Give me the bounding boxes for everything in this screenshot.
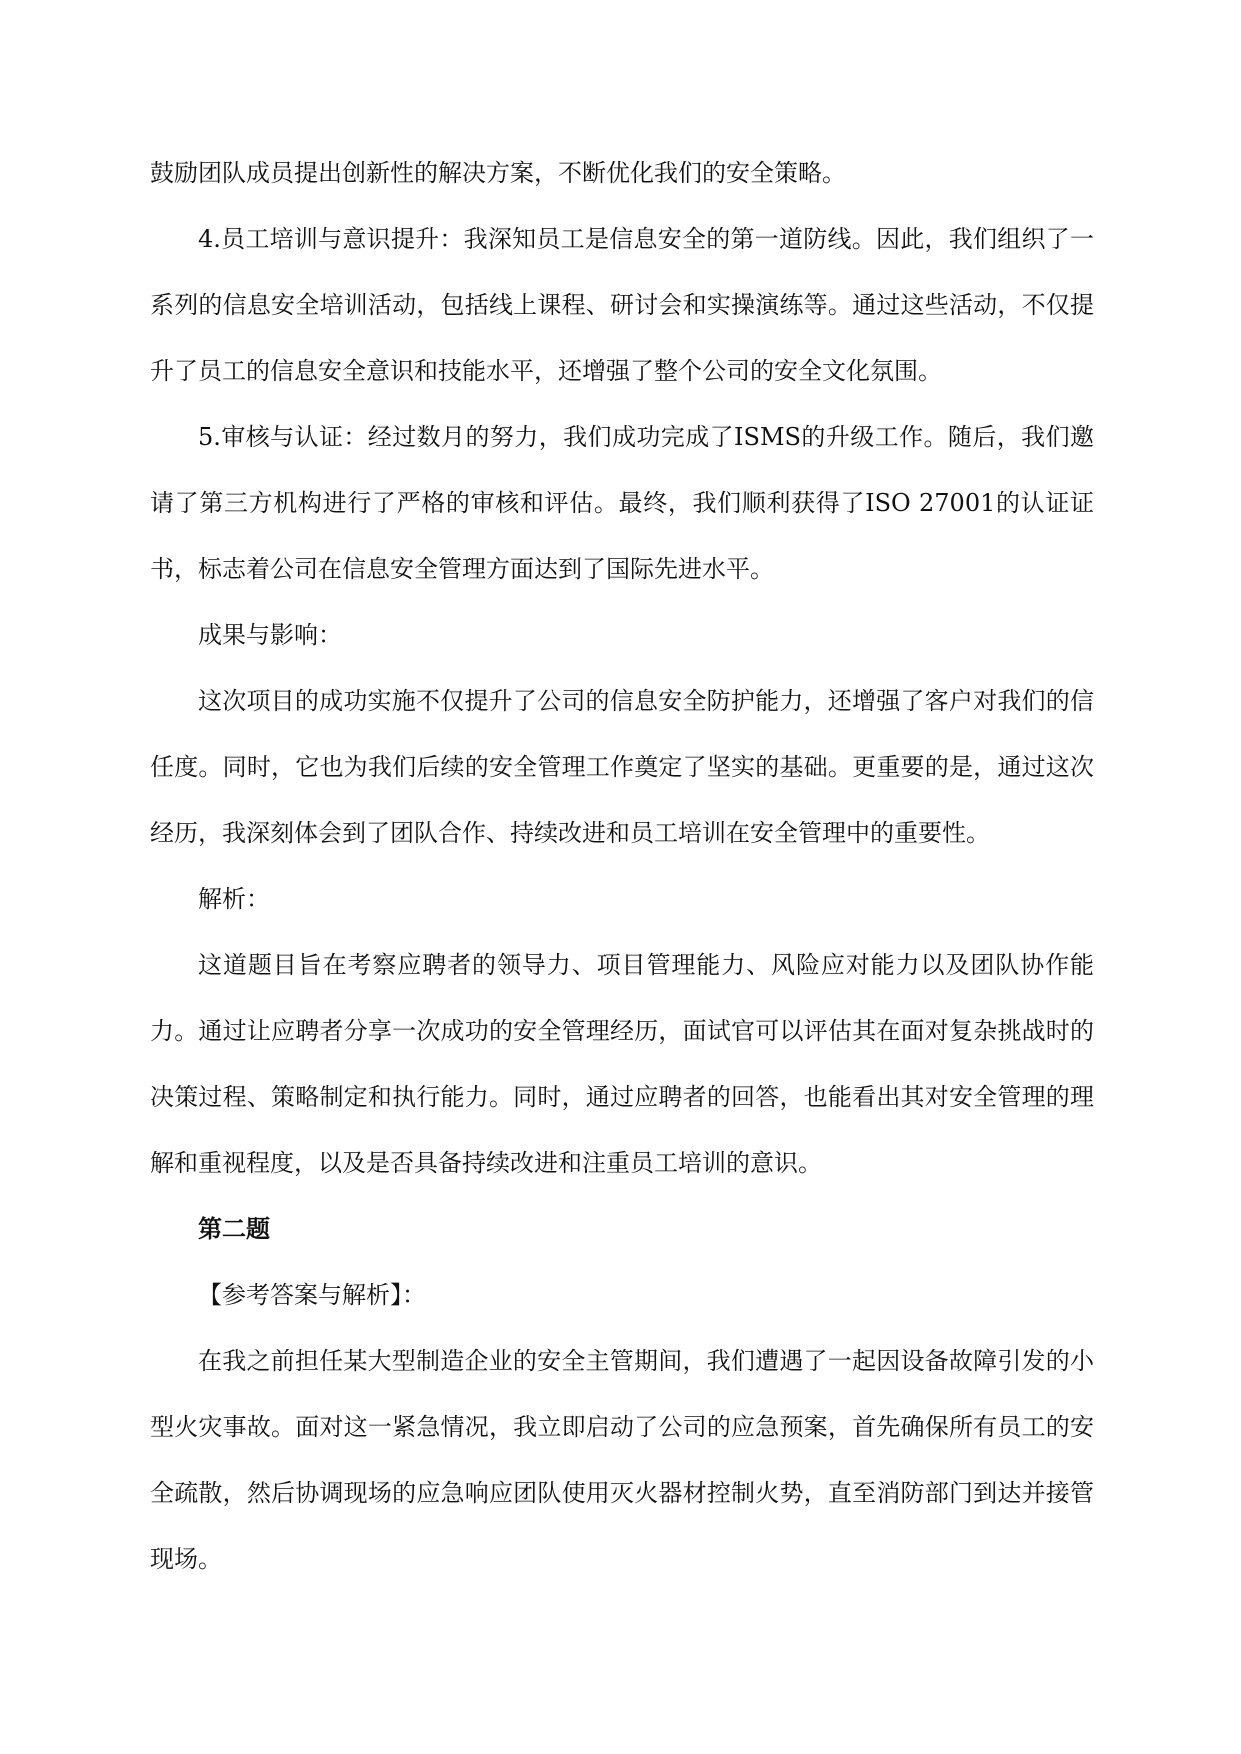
paragraph-results-impact: 这次项目的成功实施不仅提升了公司的信息安全防护能力，还增强了客户对我们的信任度。同时，它也为我们后续的安全管理工作奠定了坚实的基础。更重要的是，通过这次经历，我深刻体会到了团队合作、持续改进和员工培训在安全管理中的重要性。	[150, 687, 1094, 847]
paragraph-continuation: 鼓励团队成员提出创新性的解决方案，不断优化我们的安全策略。	[150, 159, 846, 187]
paragraph-employee-training: 4.员工培训与意识提升：我深知员工是信息安全的第一道防线。因此，我们组织了一系列的信息安全培训活动，包括线上课程、研讨会和实操演练等。通过这些活动，不仅提升了员工的信息安全意识和技能水平，还增强了整个公司的安全文化氛围。	[150, 225, 1094, 385]
section-title: 第二题	[198, 1214, 270, 1243]
label-results-impact: 成果与影响：	[198, 621, 342, 649]
paragraph-answer: 在我之前担任某大型制造企业的安全主管期间，我们遭遇了一起因设备故障引发的小型火灾事故。面对这一紧急情况，我立即启动了公司的应急预案，首先确保所有员工的安全疏散，然后协调现场的应急响应团队使用灭火器材控制火势，直至消防部门到达并接管现场。	[150, 1347, 1094, 1573]
label-analysis: 解析：	[198, 885, 270, 913]
paragraph-audit-certification: 5.审核与认证：经过数月的努力，我们成功完成了ISMS的升级工作。随后，我们邀请了第三方机构进行了严格的审核和评估。最终，我们顺利获得了ISO 27001的认证证书，标志着公司在信息安全管理方面达到了国际先进水平。	[150, 423, 1094, 583]
document-page	[150, 140, 1094, 1592]
answer-label: 【参考答案与解析】：	[198, 1281, 426, 1309]
paragraph-analysis: 这道题目旨在考察应聘者的领导力、项目管理能力、风险应对能力以及团队协作能力。通过让应聘者分享一次成功的安全管理经历，面试官可以评估其在面对复杂挑战时的决策过程、策略制定和执行能力。同时，通过应聘者的回答，也能看出其对安全管理的理解和重视程度，以及是否具备持续改进和注重员工培训的意识。	[150, 951, 1094, 1177]
